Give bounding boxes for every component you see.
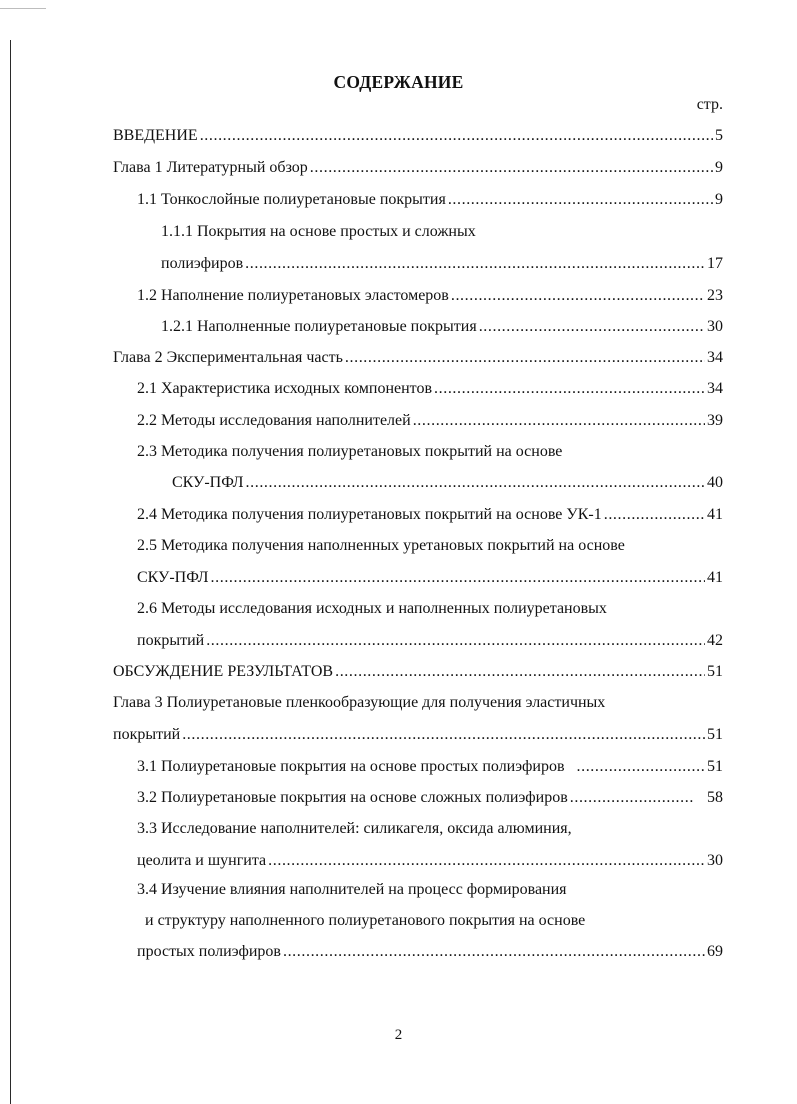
toc-entry-text: 3.1 Полиуретановые покрытия на основе простых полиэфиров	[137, 758, 565, 775]
toc-entry-chapter-3-continuation	[113, 724, 723, 746]
toc-entry-chapter-2	[113, 347, 723, 369]
toc-entry-continuation: цеолита и шунгита	[137, 852, 267, 869]
toc-entry-text-line-2: и структуру наполненного полиуретанового покрытия на основе	[145, 912, 586, 929]
toc-page-number: 9	[715, 159, 723, 176]
toc-entry-text: 2.5 Методика получения наполненных уретановых покрытий на основе	[137, 537, 625, 554]
toc-entry-1-2-1	[161, 316, 723, 338]
toc-entry-continuation: покрытий	[137, 632, 205, 649]
toc-leader	[206, 630, 705, 652]
scan-edge-top	[0, 8, 46, 9]
toc-leader	[451, 285, 705, 307]
toc-entry-discussion	[113, 661, 723, 683]
toc-entry-text: ОБСУЖДЕНИЕ РЕЗУЛЬТАТОВ	[113, 663, 334, 680]
toc-leader	[577, 756, 706, 778]
toc-page-number: 34	[707, 349, 723, 366]
toc-page-number: 58	[707, 789, 723, 806]
page-column-label: стр.	[696, 96, 723, 113]
toc-page-number: 40	[707, 474, 723, 491]
toc-leader	[211, 567, 705, 589]
toc-entry-text: 2.6 Методы исследования исходных и наполненных полиуретановых	[137, 600, 607, 617]
toc-entry-continuation: простых полиэфиров	[137, 943, 281, 960]
toc-page-number: 41	[707, 569, 723, 586]
toc-entry-2-5-continuation	[137, 567, 723, 589]
toc-leader	[448, 189, 713, 211]
toc-leader	[604, 504, 705, 526]
toc-leader	[413, 410, 705, 432]
toc-leader	[570, 787, 695, 809]
toc-leader	[335, 661, 705, 683]
toc-page-number: 23	[707, 287, 723, 304]
scan-edge-left	[10, 40, 11, 1104]
toc-page-number: 5	[715, 127, 723, 144]
toc-leader	[310, 157, 713, 179]
toc-entry-text: Глава 3 Полиуретановые пленкообразующие для получения эластичных	[113, 694, 606, 711]
toc-leader	[245, 253, 705, 275]
toc-page-number: 41	[707, 506, 723, 523]
toc-leader	[268, 850, 705, 872]
toc-page-number: 51	[707, 758, 723, 775]
toc-entry-3-3	[137, 818, 723, 840]
toc-entry-introduction	[113, 125, 723, 147]
toc-entry-3-4	[137, 879, 723, 901]
toc-entry-3-4-line-2	[145, 910, 723, 932]
toc-entry-text: 1.2.1 Наполненные полиуретановые покрытия	[161, 318, 477, 335]
toc-page-number: 39	[707, 412, 723, 429]
toc-entry-2-2	[137, 410, 723, 432]
toc-entry-3-4-continuation	[137, 941, 723, 963]
toc-entry-continuation: покрытий	[113, 726, 181, 743]
toc-entry-3-3-continuation	[137, 850, 723, 872]
toc-leader	[200, 125, 713, 147]
toc-entry-1-1	[137, 189, 723, 211]
toc-entry-2-5	[137, 535, 723, 557]
toc-leader	[283, 941, 705, 963]
toc-entry-text: Глава 1 Литературный обзор	[113, 159, 308, 176]
toc-entry-text: 2.1 Характеристика исходных компонентов	[137, 380, 433, 397]
toc-entry-continuation: СКУ-ПФЛ	[172, 474, 244, 491]
toc-entry-text: ВВЕДЕНИЕ	[113, 127, 198, 144]
toc-entry-text: 3.4 Изучение влияния наполнителей на процесс формирования	[137, 881, 567, 898]
toc-entry-text: 3.2 Полиуретановые покрытия на основе сложных полиэфиров	[137, 789, 568, 806]
toc-entry-3-1	[137, 756, 723, 778]
toc-entry-text: 1.1 Тонкослойные полиуретановые покрытия	[137, 191, 446, 208]
toc-page-number: 42	[707, 632, 723, 649]
toc-entry-1-2	[137, 285, 723, 307]
toc-entry-1-1-1	[161, 221, 723, 243]
toc-entry-text: 3.3 Исследование наполнителей: силикагеля, оксида алюминия,	[137, 820, 572, 837]
toc-leader	[479, 316, 705, 338]
toc-entry-2-1	[137, 378, 723, 400]
toc-page-number: 51	[707, 726, 723, 743]
toc-entry-text: 1.1.1 Покрытия на основе простых и сложных	[161, 223, 476, 240]
toc-entry-2-6	[137, 598, 723, 620]
page-number: 2	[394, 1027, 403, 1043]
toc-entry-continuation: СКУ-ПФЛ	[137, 569, 209, 586]
toc-page-number: 17	[707, 255, 723, 272]
toc-leader	[434, 378, 705, 400]
toc-page-number: 9	[715, 191, 723, 208]
toc-entry-1-1-1-continuation	[161, 253, 723, 275]
page-title: СОДЕРЖАНИЕ	[333, 72, 464, 92]
toc-entry-text: 1.2 Наполнение полиуретановых эластомеров	[137, 287, 449, 304]
toc-entry-2-4	[137, 504, 723, 526]
toc-entry-text: 2.2 Методы исследования наполнителей	[137, 412, 411, 429]
toc-page-number: 30	[707, 852, 723, 869]
toc-entry-2-6-continuation	[137, 630, 723, 652]
toc-leader	[345, 347, 705, 369]
toc-entry-text: 2.3 Методика получения полиуретановых покрытий на основе	[137, 443, 563, 460]
toc-page-number: 69	[707, 943, 723, 960]
toc-page-number: 30	[707, 318, 723, 335]
toc-entry-text: Глава 2 Экспериментальная часть	[113, 349, 343, 366]
toc-page-number: 34	[707, 380, 723, 397]
toc-entry-2-3-continuation	[172, 472, 723, 494]
toc-entry-3-2	[137, 787, 723, 809]
toc-leader	[182, 724, 705, 746]
toc-entry-chapter-3	[113, 692, 723, 714]
toc-entry-chapter-1	[113, 157, 723, 179]
toc-entry-2-3	[137, 441, 723, 463]
toc-entry-text: 2.4 Методика получения полиуретановых покрытий на основе УК-1	[137, 506, 602, 523]
toc-entry-continuation: полиэфиров	[161, 255, 244, 272]
toc-leader	[246, 472, 705, 494]
toc-page-number: 51	[707, 663, 723, 680]
